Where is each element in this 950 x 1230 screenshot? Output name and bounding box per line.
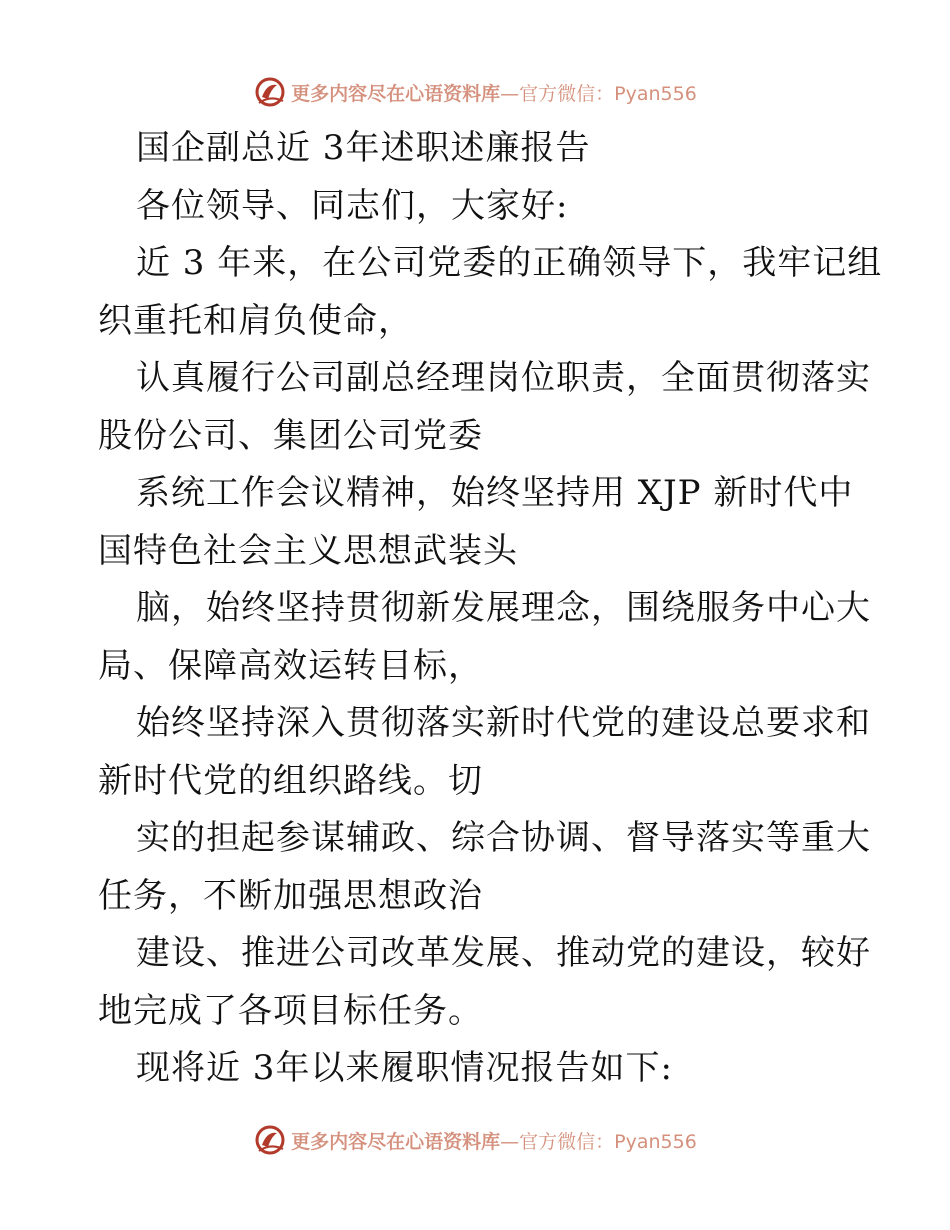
body-line: 系统工作会议精神，始终坚持用 XJP 新时代中: [136, 473, 854, 513]
body-line: 国特色社会主义思想武装头: [98, 530, 518, 571]
body-line: 认真履行公司副总经理岗位职责，全面贯彻落实: [136, 358, 871, 398]
body-line: 地完成了各项目标任务。: [98, 990, 483, 1031]
body-line: 股份公司、集团公司党委: [98, 415, 483, 456]
body-line: 近 3 年来，在公司党委的正确领导下，我牢记组: [136, 243, 883, 283]
banner-contact: —官方微信：Pyan556: [500, 82, 697, 105]
handwriting-seal-icon: [253, 1123, 287, 1157]
body-line: 脑，始终坚持贯彻新发展理念，围绕服务中心大: [136, 588, 871, 628]
banner-contact: —官方微信：Pyan556: [500, 1130, 697, 1153]
header-banner: [0, 72, 950, 112]
body-line: 局、保障高效运转目标，: [98, 645, 483, 686]
document-body: [98, 120, 883, 1098]
body-line: 任务，不断加强思想政治: [98, 875, 483, 916]
body-line: 始终坚持深入贯彻落实新时代党的建设总要求和: [136, 703, 871, 743]
body-line: 实的担起参谋辅政、综合协调、督导落实等重大: [136, 818, 871, 858]
footer-banner: [0, 1120, 950, 1160]
closing-line: 现将近 3年以来履职情况报告如下:: [136, 1048, 673, 1088]
body-line: 建设、推进公司改革发展、推动党的建设，较好: [136, 933, 871, 973]
banner-tagline: 更多内容尽在心语资料库: [291, 82, 501, 105]
body-line: 新时代党的组织路线。切: [98, 760, 483, 801]
body-line: 织重托和肩负使命，: [98, 300, 413, 341]
handwriting-seal-icon: [253, 75, 287, 109]
banner-tagline: 更多内容尽在心语资料库: [291, 1130, 501, 1153]
greeting-line: 各位领导、同志们，大家好:: [136, 185, 569, 226]
document-title: 国企副总近 3年述职述廉报告: [136, 128, 591, 168]
